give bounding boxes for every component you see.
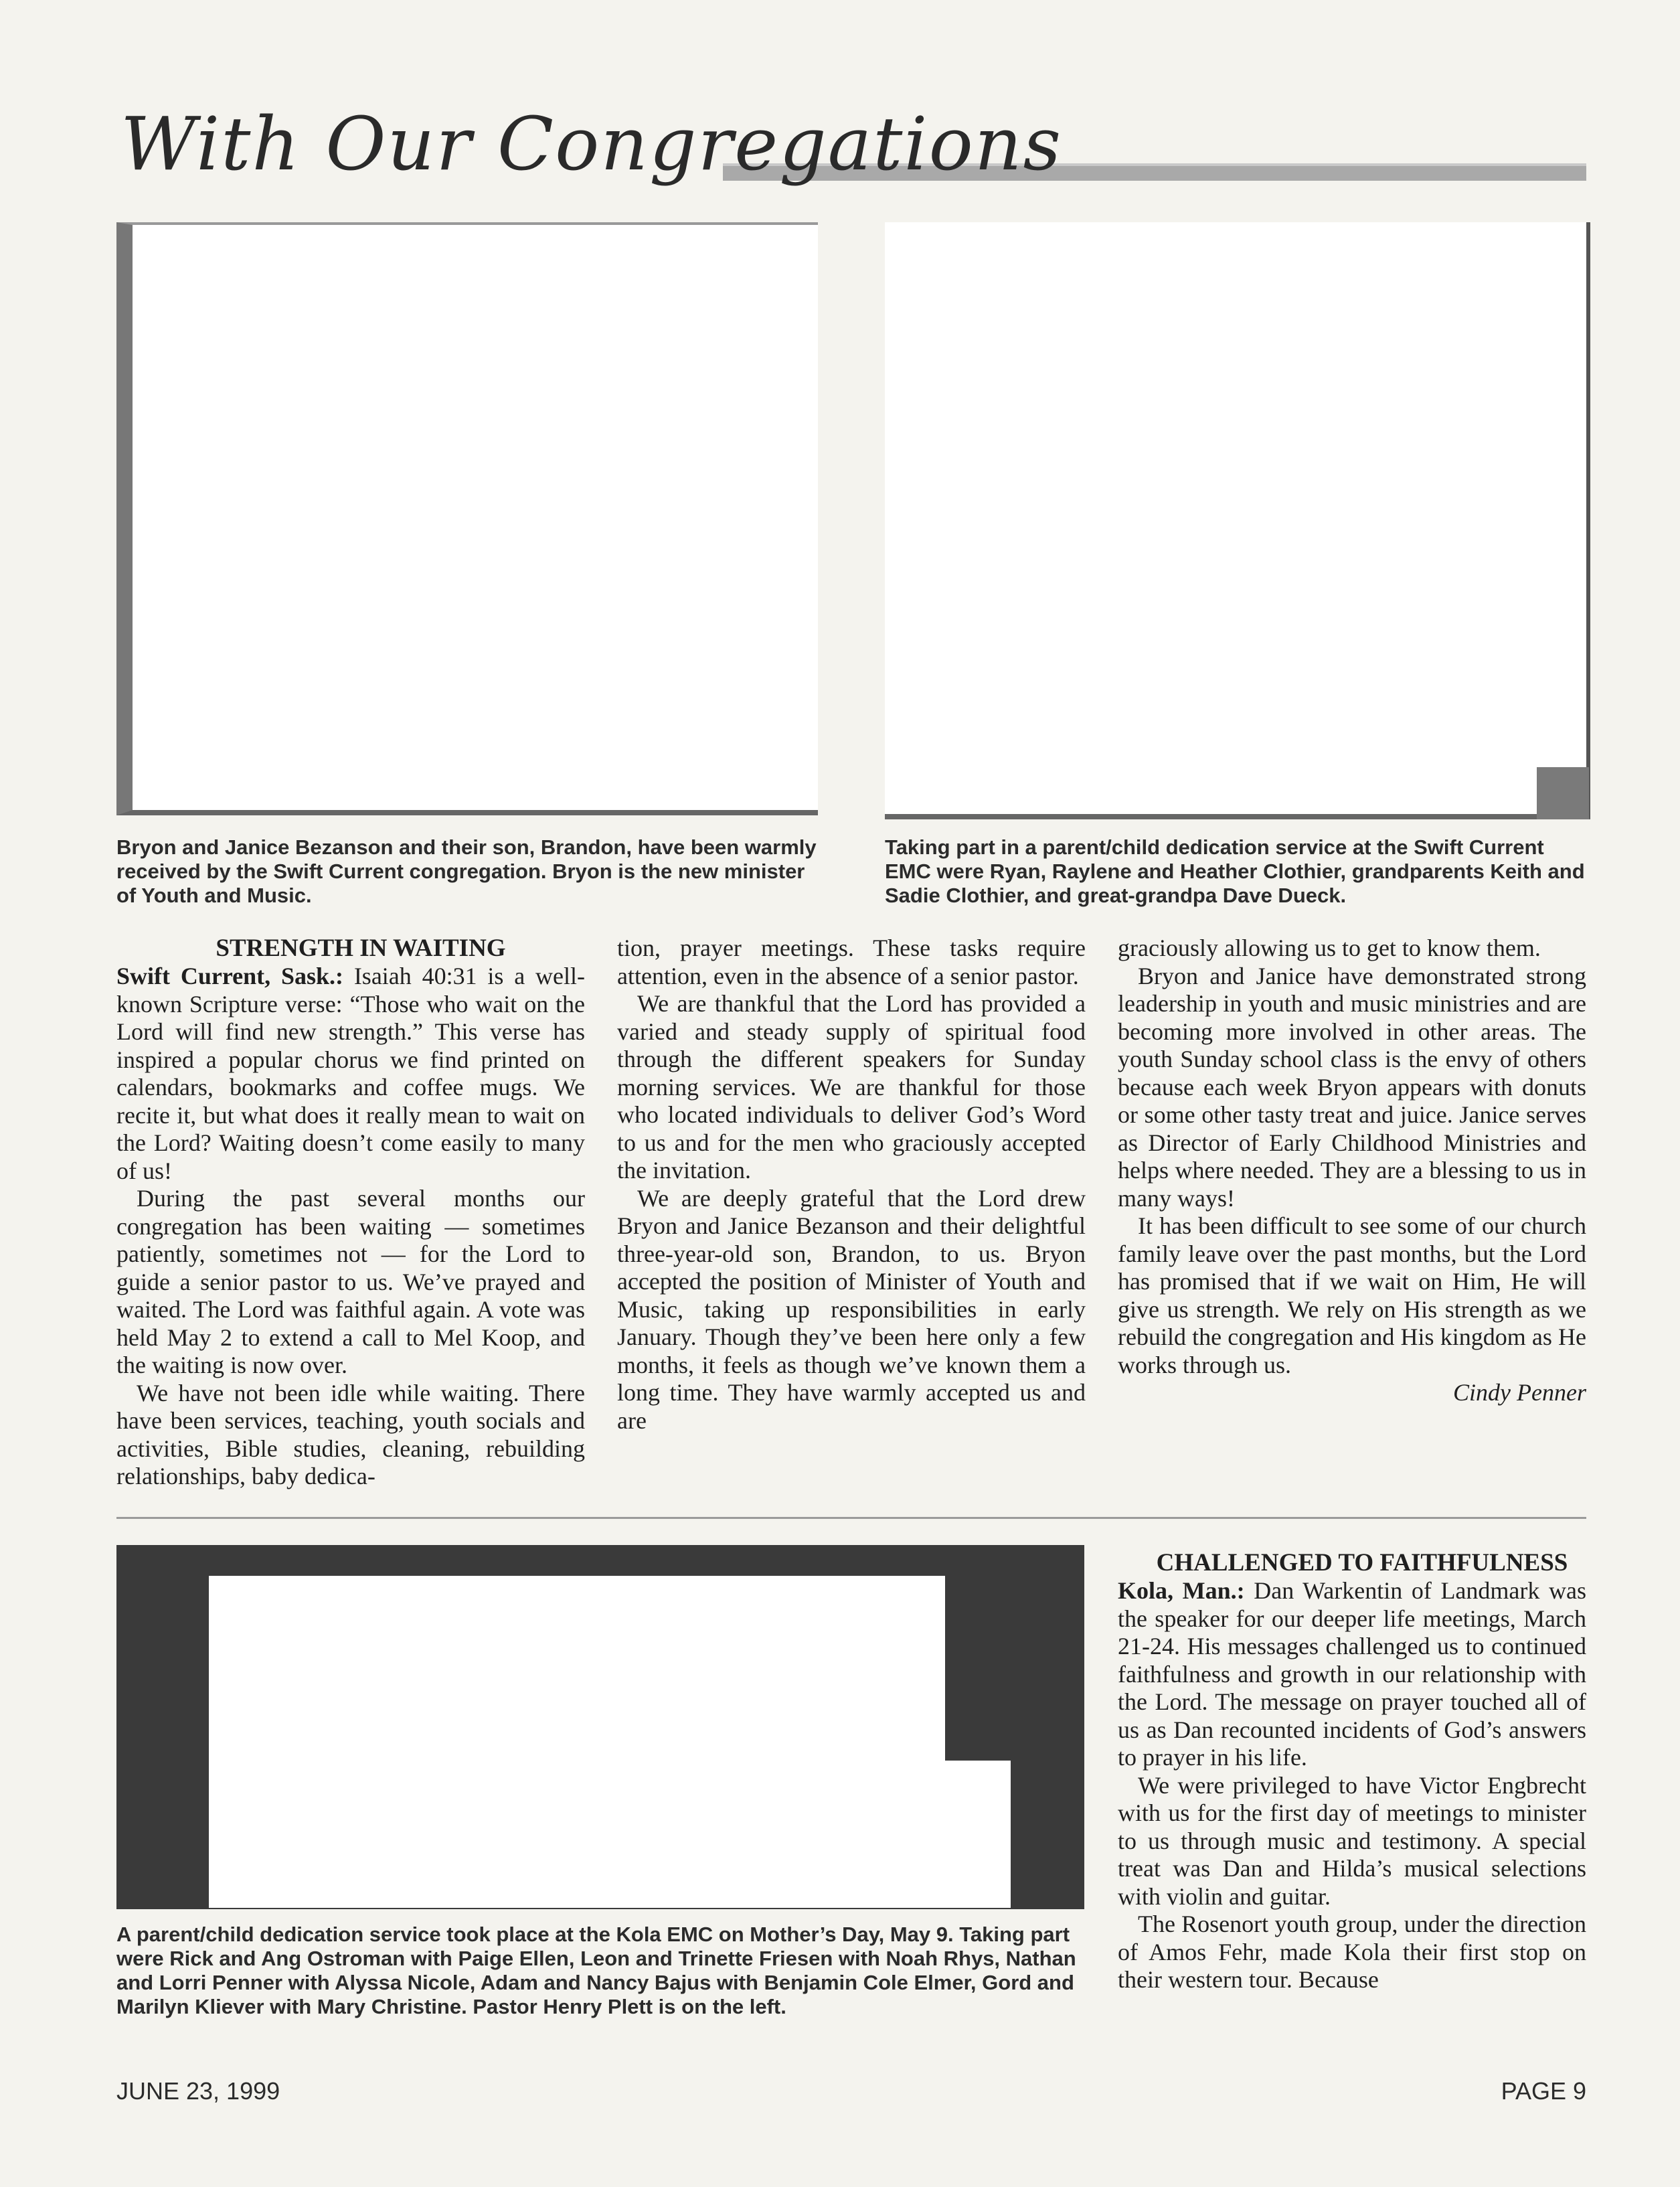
caption-bottom-left: A parent/child dedication service took place at the Kola EMC on Mother’s Day, May 9. Taking part were Rick and Ang Ostroman with Paige Ellen, Leon and Trinette Friesen with Noah Rhys, Nathan and Lorri Penner with Alyssa Nicole, Adam and Nancy Bajus with Benjamin Cole Elmer, Gord and Marilyn Kliever with Mary Christine. Pastor Henry Plett is on the left. bbox=[116, 1923, 1076, 2018]
article1-col3-p1: graciously allowing us to get to know them. bbox=[1118, 935, 1541, 961]
section-title: With Our Congregations bbox=[120, 101, 1063, 187]
article1-headline: STRENGTH IN WAITING bbox=[216, 935, 506, 962]
article1-place: Swift Current, Sask.: bbox=[116, 963, 343, 989]
photo-bottom-left-mask-lower bbox=[209, 1761, 1011, 1908]
article1-col3-p3: It has been difficult to see some of our church family leave over the past months, but the Lord has promised that if we wait on Him, He will give us strength. We rely on His strength as we rebuild the congregation and His kingdom as He works through us. bbox=[1118, 1212, 1586, 1378]
article1-col3 bbox=[1118, 935, 1586, 1407]
article1-col1 bbox=[116, 935, 585, 1491]
photo-top-left bbox=[116, 222, 818, 815]
article1-col1-p2: During the past several months our congregation has been waiting — sometimes patiently, sometimes not — for the Lord to guide a senior pastor to us. We’ve prayed and waited. The Lord was faithful again. A vote was held May 2 to extend a call to Mel Koop, and the waiting is now over. bbox=[116, 1185, 585, 1378]
footer-page-number: PAGE 9 bbox=[1501, 2077, 1586, 2105]
article1-col2 bbox=[617, 935, 1086, 1435]
article1-col1-p1-text: Isaiah 40:31 is a well-known Scripture verse: “Those who wait on the Lord will find new strength.” This verse has inspired a popular chorus we find printed on calendars, bookmarks and coffee mugs. We recite it, but what does it really mean to wait on the Lord? Waiting doesn’t come easily to many of us! bbox=[116, 963, 586, 1184]
article1-col1-p3: We have not been idle while waiting. There have been services, teaching, youth socials and activities, Bible studies, cleaning, rebuilding relationships, baby dedica- bbox=[116, 1379, 585, 1489]
article2-p2: We were privileged to have Victor Engbrecht with us for the first day of meetings to minister to us through music and testimony. A special treat was Dan and Hilda’s musical selections with violin and guitar. bbox=[1118, 1771, 1586, 1910]
article2-col bbox=[1118, 1549, 1586, 1994]
article2-p3: The Rosenort youth group, under the direction of Amos Fehr, made Kola their first stop on their western tour. Because bbox=[1118, 1911, 1586, 1993]
caption-top-left: Bryon and Janice Bezanson and their son, Brandon, have been warmly received by the Swift Current congregation. Bryon is the new minister of Youth and Music. bbox=[116, 835, 817, 907]
photo-top-right bbox=[885, 222, 1590, 819]
photo-bottom-left-mask-upper bbox=[209, 1576, 945, 1761]
article1-col3-p2: Bryon and Janice have demonstrated strong leadership in youth and music ministries and are becoming more involved in other areas. The youth Sunday school class is the envy of others because each week Bryon appears with donuts or some other tasty treat and juice. Janice serves as Director of Early Childhood Ministries and helps where needed. They are a blessing to us in many ways! bbox=[1118, 962, 1586, 1212]
article1-col2-p1: tion, prayer meetings. These tasks require attention, even in the absence of a senior pastor. bbox=[617, 935, 1086, 989]
photo-top-right-corner bbox=[1537, 767, 1589, 819]
caption-top-right: Taking part in a parent/child dedication service at the Swift Current EMC were Ryan, Raylene and Heather Clothier, grandparents Keith and Sadie Clothier, and great-grandpa Dave Dueck. bbox=[885, 835, 1585, 907]
article1-col2-p3: We are deeply grateful that the Lord drew Bryon and Janice Bezanson and their delightful three-year-old son, Brandon, to us. Bryon accepted the position of Minister of Youth and Music, taking up responsibilities in early January. Though they’ve been here only a few months, it feels as though we’ve known them a long time. They have warmly accepted us and are bbox=[617, 1184, 1086, 1434]
footer-date: JUNE 23, 1999 bbox=[116, 2077, 280, 2105]
section-divider bbox=[116, 1517, 1586, 1519]
article1-col1-p1 bbox=[116, 963, 585, 1185]
article2-p1 bbox=[1118, 1577, 1586, 1772]
article1-col2-p2: We are thankful that the Lord has provided a varied and steady supply of spiritual food through the different speakers for Sunday morning services. We are thankful for those who located individuals to deliver God’s Word to us and for the men who graciously accepted the invitation. bbox=[617, 990, 1086, 1184]
article2-p1-text: Dan Warkentin of Landmark was the speaker for our deeper life meetings, March 21-24. His messages challenged us to continued faithfulness and growth in our relationship with the Lord. The message on prayer touched all of us as Dan recounted incidents of God’s answers to prayer in his life. bbox=[1118, 1577, 1586, 1771]
article1-signature: Cindy Penner bbox=[1453, 1379, 1586, 1406]
article2-place: Kola, Man.: bbox=[1118, 1577, 1245, 1604]
article2-headline: CHALLENGED TO FAITHFULNESS bbox=[1156, 1549, 1568, 1576]
